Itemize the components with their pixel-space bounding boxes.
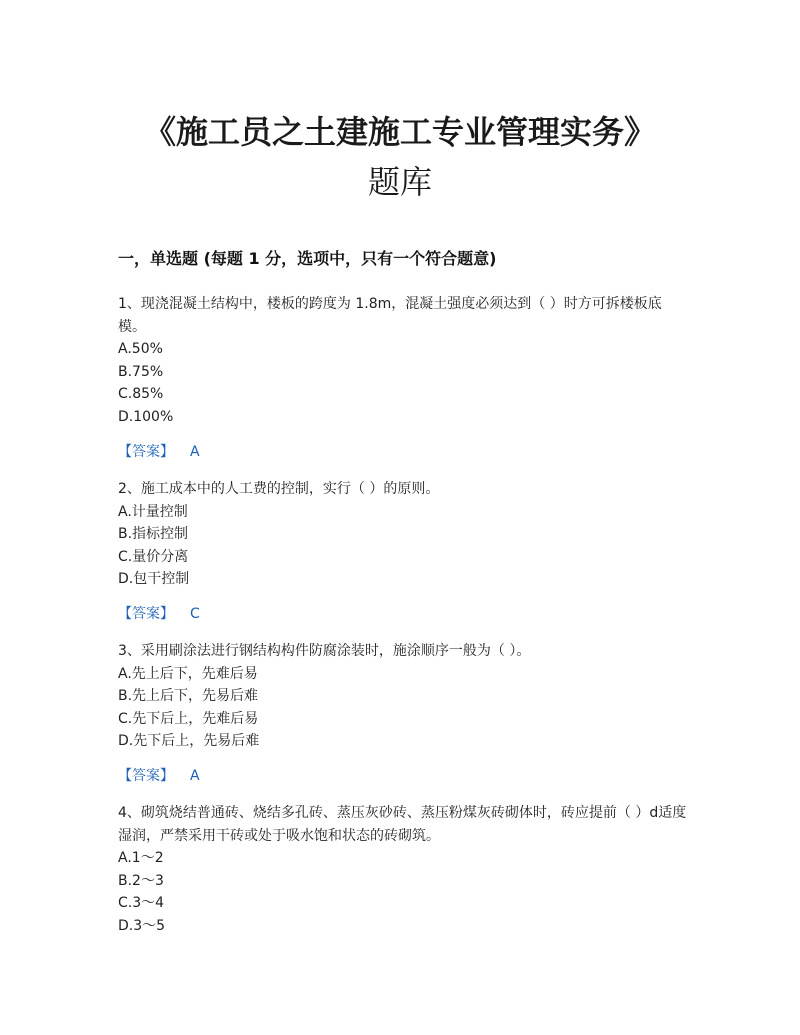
answer-label: 【答案】 [118,768,174,784]
option-c: C.85% [118,386,164,402]
question-stem: 4、砌筑烧结普通砖、烧结多孔砖、蒸压灰砂砖、蒸压粉煤灰砖砌体时，砖应提前（ ）d适度湿润，严禁采用干砖或处于吸水饱和状态的砖砌筑。 [118,805,687,844]
answer-label: 【答案】 [118,606,174,622]
option-c: C.3～4 [118,895,165,911]
answer-value: A [190,768,200,784]
question-1 [118,293,688,428]
option-b: B.先上后下，先易后难 [118,688,259,704]
answer-value: A [190,444,200,460]
question-stem: 2、施工成本中的人工费的控制，实行（ ）的原则。 [118,481,440,497]
answer-label: 【答案】 [118,444,174,460]
option-a: A.先上后下，先难后易 [118,665,258,682]
option-b: B.指标控制 [118,526,189,542]
question-stem: 3、采用刷涂法进行钢结构构件防腐涂装时，施涂顺序一般为（ ）。 [118,643,531,659]
question-stem: 1、现浇混凝土结构中，楼板的跨度为 1.8m，混凝土强度必须达到（ ）时方可拆楼板底模。 [118,296,662,335]
option-d: D.3～5 [118,917,166,934]
option-c: C.量价分离 [118,548,189,565]
answer-3 [118,765,200,787]
answer-value: C [190,606,200,622]
question-2 [118,478,688,591]
answer-2 [118,603,200,625]
question-3 [118,640,688,753]
document-title: 《施工员之土建施工专业管理实务》 [143,113,656,151]
option-c: C.先下后上，先难后易 [118,710,259,727]
option-a: A.计量控制 [118,503,188,520]
option-d: D.100% [118,408,174,425]
option-d: D.包干控制 [118,571,190,587]
answer-1 [118,441,200,463]
option-a: A.50% [118,341,163,357]
option-b: B.2～3 [118,872,164,889]
question-4 [118,802,688,937]
option-d: D.先下后上，先易后难 [118,733,260,749]
section-heading: 一，单选题 (每题 1 分，选项中，只有一个符合题意) [118,249,497,268]
document-subtitle: 题库 [367,163,432,201]
option-a: A.1～2 [118,850,164,866]
option-b: B.75% [118,363,164,380]
